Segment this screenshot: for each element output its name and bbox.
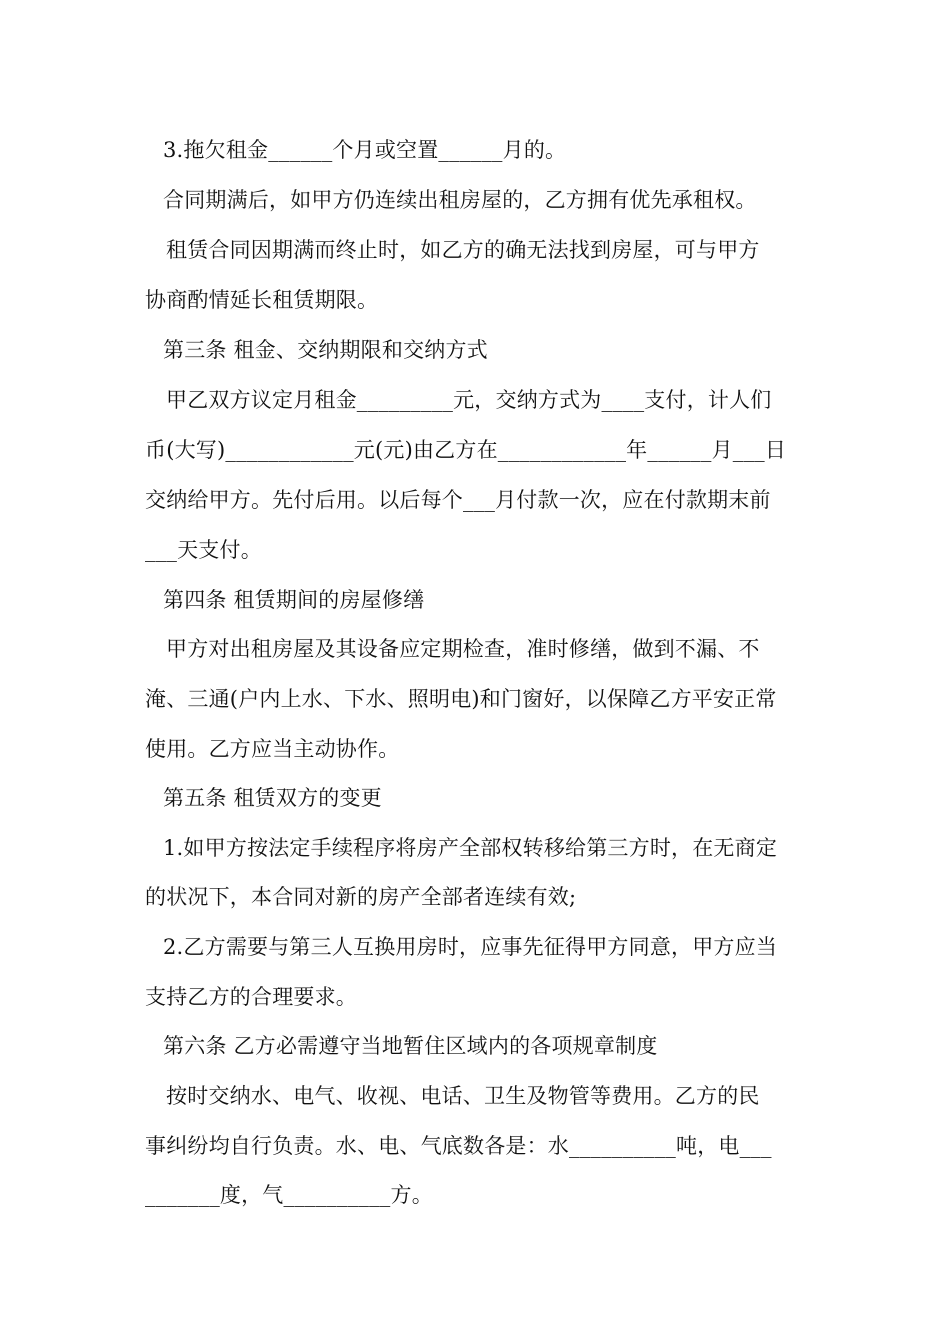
text-line: 事纠纷均自行负责。水、电、气底数各是：水__________吨，电___ <box>145 1134 772 1158</box>
text-line: _______度，气__________方。 <box>145 1183 433 1207</box>
text-line: 使用。乙方应当主动协作。 <box>145 737 400 761</box>
text-line: 淹、三通(户内上水、下水、照明电)和门窗好，以保障乙方平安正常 <box>145 687 777 711</box>
text-line: 交纳给甲方。先付后用。以后每个___月付款一次，应在付款期末前 <box>145 488 771 512</box>
text-line: 合同期满后，如甲方仍连续出租房屋的，乙方拥有优先承租权。 <box>163 188 757 212</box>
text-line: 2.乙方需要与第三人互换用房时，应事先征得甲方同意，甲方应当 <box>163 935 778 959</box>
text-line: 1.如甲方按法定手续程序将房产全部权转移给第三方时，在无商定 <box>163 836 778 860</box>
text-line: 支持乙方的合理要求。 <box>145 985 357 1009</box>
section-heading: 第四条 租赁期间的房屋修缮 <box>163 588 425 612</box>
section-heading: 第五条 租赁双方的变更 <box>163 786 382 810</box>
text-line: 的状况下，本合同对新的房产全部者连续有效; <box>145 885 577 909</box>
text-line: 甲乙双方议定月租金_________元，交纳方式为____支付，计人们 <box>166 388 772 412</box>
text-line: 3.拖欠租金______个月或空置______月的。 <box>163 138 567 162</box>
text-line: ___天支付。 <box>145 538 262 562</box>
section-heading: 第六条 乙方必需遵守当地暂住区域内的各项规章制度 <box>163 1034 658 1058</box>
text-line: 协商酌情延长租赁期限。 <box>145 288 379 312</box>
text-line: 币(大写)____________元(元)由乙方在____________年______月___日 <box>145 438 787 462</box>
text-line: 甲方对出租房屋及其设备应定期检查，准时修缮，做到不漏、不 <box>166 637 760 661</box>
text-line: 按时交纳水、电气、收视、电话、卫生及物管等费用。乙方的民 <box>166 1084 760 1108</box>
text-line: 租赁合同因期满而终止时，如乙方的确无法找到房屋，可与甲方 <box>166 238 760 262</box>
section-heading: 第三条 租金、交纳期限和交纳方式 <box>163 338 488 362</box>
